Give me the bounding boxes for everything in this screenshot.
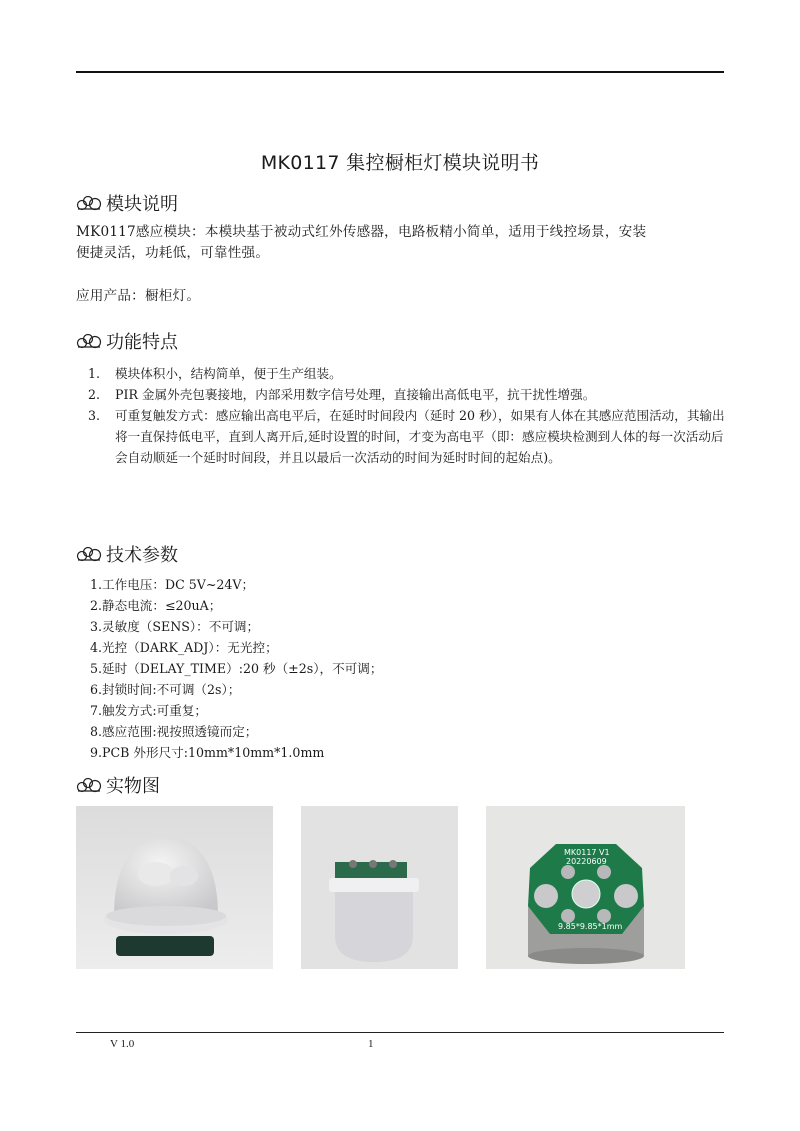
module-description [76, 222, 726, 264]
list-number: 2. [88, 387, 101, 402]
cloud-icon [76, 546, 104, 562]
params-list [90, 574, 382, 763]
list-text: PIR 金属外壳包裹接地，内部采用数字信号处理，直接输出高低电平，抗干扰性增强。 [115, 387, 596, 402]
param-item: 3.灵敏度（SENS）：不可调； [90, 619, 260, 634]
list-number: 1. [88, 366, 101, 381]
param-item: 9.PCB 外形尺寸:10mm*10mm*1.0mm [90, 745, 325, 760]
cloud-icon [76, 333, 104, 349]
param-item: 1.工作电压：DC 5V~24V； [90, 577, 255, 592]
section-heading-text: 功能特点 [106, 332, 178, 353]
param-item: 8.感应范围:视按照透镜而定； [90, 724, 258, 739]
paragraph-line: 便捷灵活，功耗低，可靠性强。 [76, 245, 270, 261]
paragraph-line: MK0117感应模块：本模块基于被动式红外传感器，电路板精小简单，适用于线控场景，安装 [76, 224, 647, 240]
list-item [88, 363, 728, 384]
section-heading-text: 模块说明 [106, 194, 178, 215]
section-heading-params [76, 541, 178, 567]
param-item: 2.静态电流：≤20uA； [90, 598, 222, 613]
application-text: 应用产品：橱柜灯。 [76, 288, 201, 304]
section-heading-module [76, 190, 178, 216]
pcb-label-date: 20220609 [566, 857, 607, 866]
list-text: 模块体积小，结构简单，便于生产组装。 [115, 366, 342, 381]
param-item: 7.触发方式:可重复； [90, 703, 208, 718]
section-heading-photos [76, 772, 160, 798]
document-title: MK0117 集控橱柜灯模块说明书 [260, 152, 540, 174]
photo-sensor-dome [76, 806, 273, 969]
footer-page-number: 1 [368, 1038, 374, 1050]
header-rule [76, 71, 724, 73]
param-item: 6.封锁时间:不可调（2s）； [90, 682, 241, 697]
cloud-icon [76, 777, 104, 793]
cloud-icon [76, 195, 104, 211]
list-item [88, 405, 728, 468]
pcb-label-model: MK0117 V1 [564, 848, 610, 857]
list-item [88, 384, 728, 405]
section-heading-features [76, 328, 178, 354]
pcb-size-label: 9.85*9.85*1mm [558, 922, 623, 931]
footer-version: V 1.0 [110, 1038, 135, 1050]
features-list [88, 363, 728, 468]
footer-rule [76, 1032, 724, 1033]
photo-sensor-side [301, 806, 458, 969]
photo-pcb [486, 806, 685, 969]
list-number: 3. [88, 408, 101, 423]
section-heading-text: 实物图 [106, 776, 160, 797]
param-item: 5.延时（DELAY_TIME）:20 秒（±2s），不可调； [90, 661, 383, 676]
list-text: 可重复触发方式：感应输出高电平后，在延时时间段内（延时 20 秒），如果有人体在其感应范围活动，其输出将一直保持低电平，直到人离开后,延时设置的时间，才变为高电平（即：感应模块检测到人体的每一次活动后会自动顺延一个延时时间段，并且以最后一次活动的时间为延时时间的起始点)。 [115, 408, 725, 465]
param-item: 4.光控（DARK_ADJ）：无光控； [90, 640, 278, 655]
section-heading-text: 技术参数 [106, 545, 178, 566]
